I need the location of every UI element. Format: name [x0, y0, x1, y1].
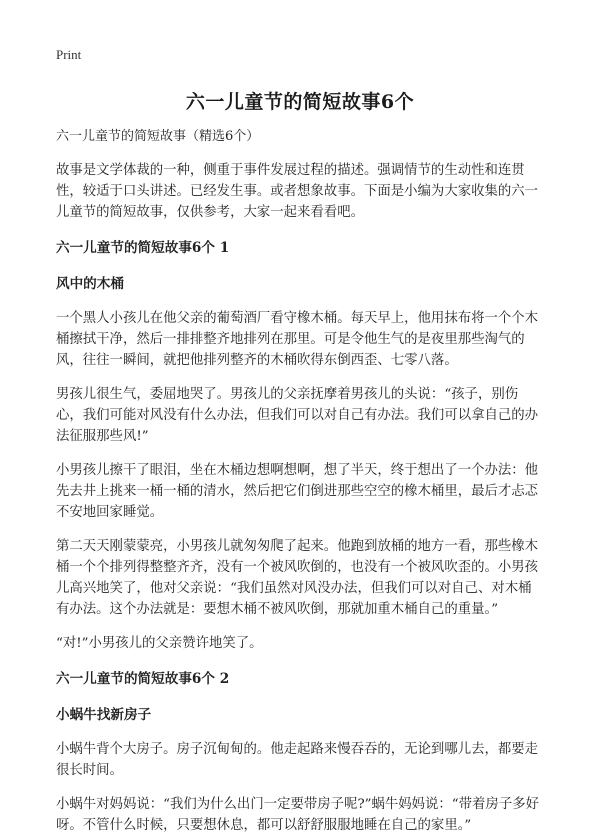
- section-heading: 六一儿童节的简短故事6个 1: [56, 240, 230, 256]
- print-link[interactable]: Print: [56, 47, 82, 62]
- story-paragraph: “对!”小男孩儿的父亲赞许地笑了。: [56, 636, 263, 651]
- story-paragraph: 第二天天刚蒙蒙亮，小男孩儿就匆匆爬了起来。他跑到放桶的地方一看，那些橡木桶一个个排列得整整齐齐，没有一个被风吹倒的，也没有一个被风吹歪的。小男孩儿高兴地笑了，他对父亲说：“我们虽然对风没办法，但我们可以对自己、对木桶有办法。这个办法就是：要想木桶不被风吹倒，那就加重木桶自己的重量。”: [56, 539, 539, 617]
- intro-paragraph: 故事是文学体裁的一种，侧重于事件发展过程的描述。强调情节的生动性和连贯性，较适于口头讲述。已经发生事。或者想象故事。下面是小编为大家收集的六一儿童节的简短故事，仅供参考，大家一起来看看吧。: [56, 163, 539, 220]
- story-section-1: [56, 238, 544, 654]
- story-paragraph: 男孩儿很生气，委屈地哭了。男孩儿的父亲抚摩着男孩儿的头说：“孩子，别伤心，我们可能对风没有什么办法，但我们可以对自己有办法。我们可以拿自己的办法征服那些风!”: [56, 387, 539, 444]
- story-paragraph: 小蜗牛对妈妈说：“我们为什么出门一定要带房子呢?”蜗牛妈妈说：“带着房子多好呀。不管什么时候，只要想休息，都可以舒舒服服地睡在自己的家里。”: [56, 797, 539, 833]
- story-title: 小蜗牛找新房子: [56, 707, 152, 723]
- story-paragraph: 小蜗牛背个大房子。房子沉甸甸的。他走起路来慢吞吞的，无论到哪儿去，都要走很长时间。: [56, 742, 539, 778]
- story-paragraph: 一个黑人小孩儿在他父亲的葡萄酒厂看守橡木桶。每天早上，他用抹布将一个个木桶擦拭干净，然后一排排整齐地排列在那里。可是令他生气的是夜里那些淘气的风，往往一瞬间，就把他排列整齐的木桶吹得东倒西歪、七零八落。: [56, 311, 539, 368]
- page-title: 六一儿童节的简短故事6个: [185, 91, 415, 113]
- section-heading: 六一儿童节的简短故事6个 2: [56, 671, 230, 687]
- story-title: 风中的木桶: [56, 276, 124, 292]
- story-section-2: [56, 669, 544, 836]
- story-paragraph: 小男孩儿擦干了眼泪，坐在木桶边想啊想啊，想了半天，终于想出了一个办法：他先去井上挑来一桶一桶的清水，然后把它们倒进那些空空的橡木桶里，最后才忐忑不安地回家睡觉。: [56, 463, 539, 520]
- document-subtitle: 六一儿童节的简短故事（精选6个）: [56, 129, 260, 144]
